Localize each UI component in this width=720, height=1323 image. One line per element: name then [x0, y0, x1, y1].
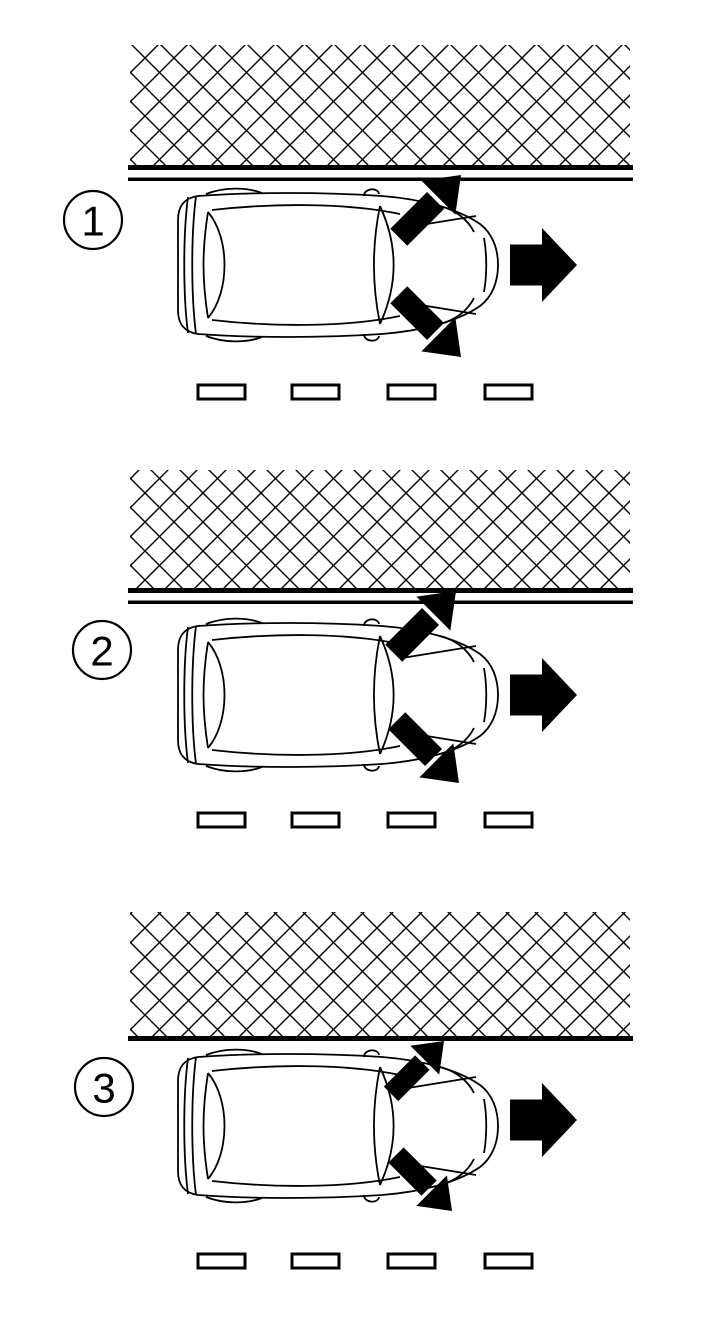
hatched-wall-icon — [130, 45, 630, 166]
lane-marking-dashes — [198, 1254, 532, 1268]
wall-edge-line — [128, 165, 633, 170]
wall-second-line — [128, 601, 633, 605]
car-top-view-icon — [178, 189, 498, 342]
wall-edge-line — [128, 1036, 633, 1041]
travel-direction-arrow-icon — [510, 1083, 577, 1157]
corner-sensor-arrow-away-icon — [382, 278, 478, 374]
hatched-wall-icon — [130, 470, 630, 589]
panel-number: 3 — [92, 1064, 116, 1112]
corner-sensor-arrow-toward-wall-icon — [382, 158, 478, 254]
corner-sensor-arrow-away-icon — [381, 1140, 468, 1227]
panel-3 — [75, 912, 633, 1268]
panel-number: 1 — [81, 197, 105, 245]
lane-marking-dashes — [198, 385, 532, 399]
panel-number: 2 — [90, 627, 114, 675]
lane-marking-dashes — [198, 813, 532, 827]
travel-direction-arrow-icon — [510, 228, 577, 302]
wall-edge-line — [128, 588, 633, 593]
wall-second-line — [128, 178, 633, 182]
panel-1 — [64, 45, 633, 399]
hatched-wall-icon — [130, 912, 630, 1037]
panel-2 — [73, 470, 633, 827]
travel-direction-arrow-icon — [510, 658, 577, 732]
corner-sensor-arrow-away-icon — [380, 704, 476, 800]
car-top-view-icon — [178, 1050, 498, 1203]
